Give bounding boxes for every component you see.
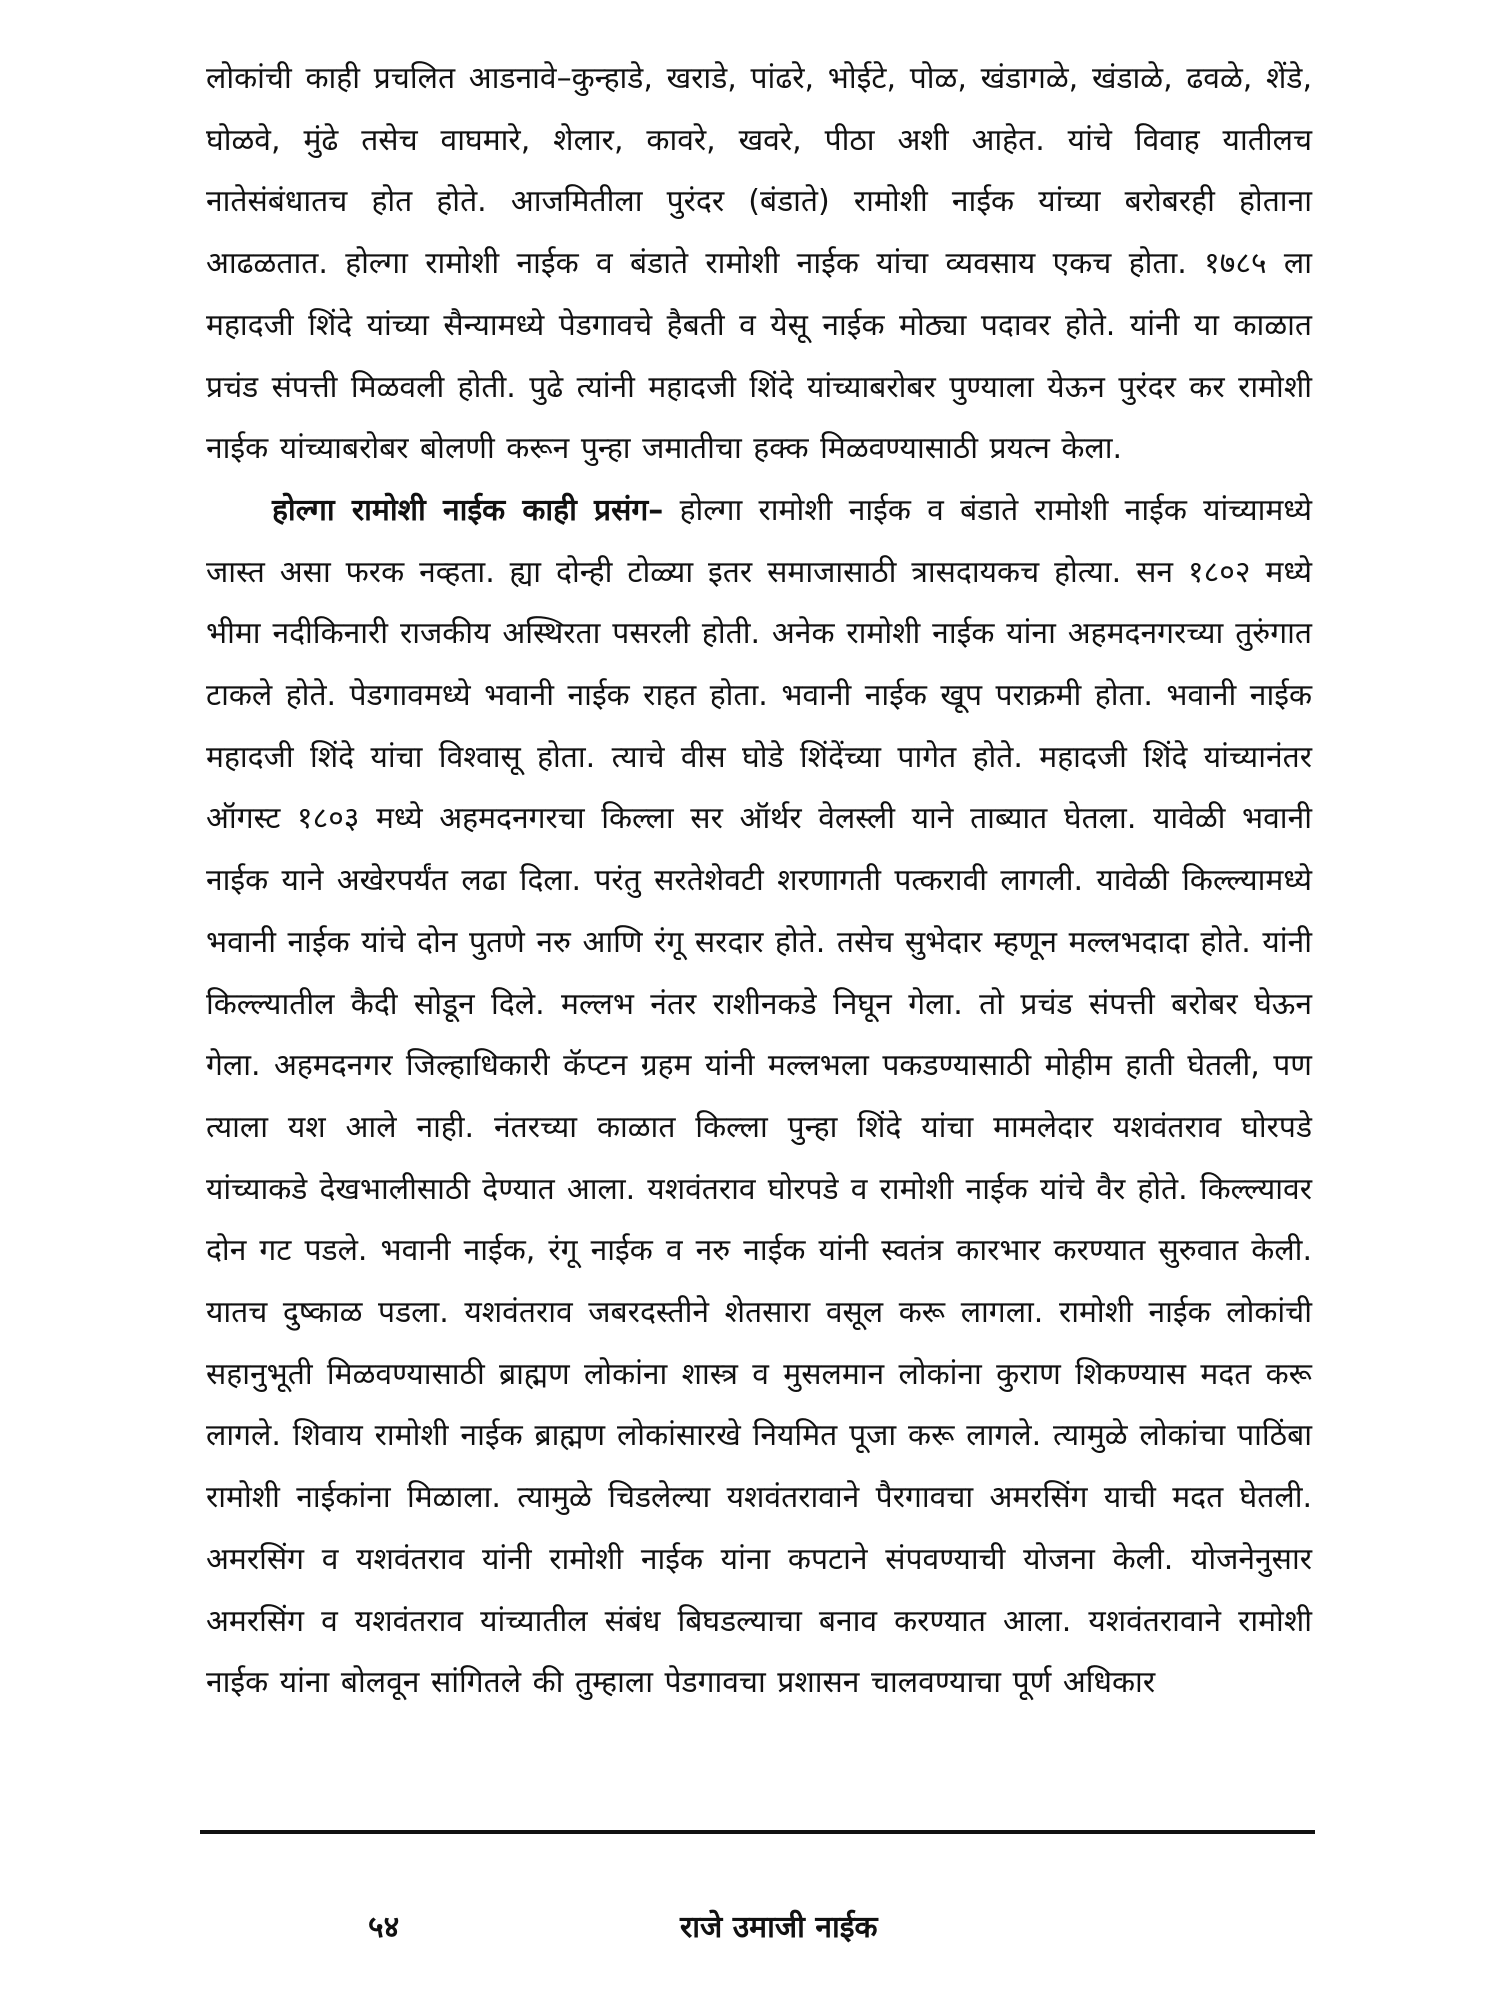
running-title: राजे उमाजी नाईक	[680, 1910, 878, 1945]
page-number: ५४	[368, 1910, 400, 1945]
section-heading: होल्गा रामोशी नाईक काही प्रसंग–	[272, 492, 664, 528]
paragraph-continuation: लोकांची काही प्रचलित आडनावे–कुन्हाडे, खराडे, पांढरे, भोईटे, पोळ, खंडागळे, खंडाळे, ढवळे, शेंडे, घोळवे, मुंढे तसेच वाघमारे, शेलार, कावरे, खवरे, पीठा अशी आहेत. यांचे विवाह यातीलच नातेसंबंधातच होत होते. आजमितीला पुरंदर (बंडाते) रामोशी नाईक यांच्या बरोबरही होताना आढळतात. होल्गा रामोशी नाईक व बंडाते रामोशी नाईक यांचा व्यवसाय एकच होता. १७८५ ला महादजी शिंदे यांच्या सैन्यामध्ये पेडगावचे हैबती व येसू नाईक मोठ्या पदावर होते. यांनी या काळात प्रचंड संपत्ती मिळवली होती. पुढे त्यांनी महादजी शिंदे यांच्याबरोबर पुण्याला येऊन पुरंदर कर रामोशी नाईक यांच्याबरोबर बोलणी करून पुन्हा जमातीचा हक्क मिळवण्यासाठी प्रयत्न केला.	[206, 61, 1312, 467]
paragraph-holga-ramoshi	[206, 480, 1312, 1714]
page-body	[206, 48, 1312, 1714]
paragraph-text: होल्गा रामोशी नाईक व बंडाते रामोशी नाईक यांच्यामध्ये जास्त असा फरक नव्हता. ह्या दोन्ही टोळ्या इतर समाजासाठी त्रासदायकच होत्या. सन १८०२ मध्ये भीमा नदीकिनारी राजकीय अस्थिरता पसरली होती. अनेक रामोशी नाईक यांना अहमदनगरच्या तुरुंगात टाकले होते. पेडगावमध्ये भवानी नाईक राहत होता. भवानी नाईक खूप पराक्रमी होता. भवानी नाईक महादजी शिंदे यांचा विश्वासू होता. त्याचे वीस घोडे शिंदेंच्या पागेत होते. महादजी शिंदे यांच्यानंतर ऑगस्ट १८०३ मध्ये अहमदनगरचा किल्ला सर ऑर्थर वेलस्ली याने ताब्यात घेतला. यावेळी भवानी नाईक याने अखेरपर्यंत लढा दिला. परंतु सरतेशेवटी शरणागती पत्करावी लागली. यावेळी किल्ल्यामध्ये भवानी नाईक यांचे दोन पुतणे नरु आणि रंगू सरदार होते. तसेच सुभेदार म्हणून मल्लभदादा होते. यांनी किल्ल्यातील कैदी सोडून दिले. मल्लभ नंतर राशीनकडे निघून गेला. तो प्रचंड संपत्ती बरोबर घेऊन गेला. अहमदनगर जिल्हाधिकारी कॅप्टन ग्रहम यांनी मल्लभला पकडण्यासाठी मोहीम हाती घेतली, पण त्याला यश आले नाही. नंतरच्या काळात किल्ला पुन्हा शिंदे यांचा मामलेदार यशवंतराव घोरपडे यांच्याकडे देखभालीसाठी देण्यात आला. यशवंतराव घोरपडे व रामोशी नाईक यांचे वैर होते. किल्ल्यावर दोन गट पडले. भवानी नाईक, रंगू नाईक व नरु नाईक यांनी स्वतंत्र कारभार करण्यात सुरुवात केली. यातच दुष्काळ पडला. यशवंतराव जबरदस्तीने शेतसारा वसूल करू लागला. रामोशी नाईक लोकांची सहानुभूती मिळवण्यासाठी ब्राह्मण लोकांना शास्त्र व मुसलमान लोकांना कुराण शिकण्यास मदत करू लागले. शिवाय रामोशी नाईक ब्राह्मण लोकांसारखे नियमित पूजा करू लागले. त्यामुळे लोकांचा पाठिंबा रामोशी नाईकांना मिळाला. त्यामुळे चिडलेल्या यशवंतरावाने पैरगावचा अमरसिंग याची मदत घेतली. अमरसिंग व यशवंतराव यांनी रामोशी नाईक यांना कपटाने संपवण्याची योजना केली. योजनेनुसार अमरसिंग व यशवंतराव यांच्यातील संबंध बिघडल्याचा बनाव करण्यात आला. यशवंतरावाने रामोशी नाईक यांना बोलवून सांगितले की तुम्हाला पेडगावचा प्रशासन चालवण्याचा पूर्ण अधिकार	[206, 492, 1312, 1701]
page-footer	[0, 1905, 1500, 1965]
footer-divider	[200, 1830, 1315, 1834]
